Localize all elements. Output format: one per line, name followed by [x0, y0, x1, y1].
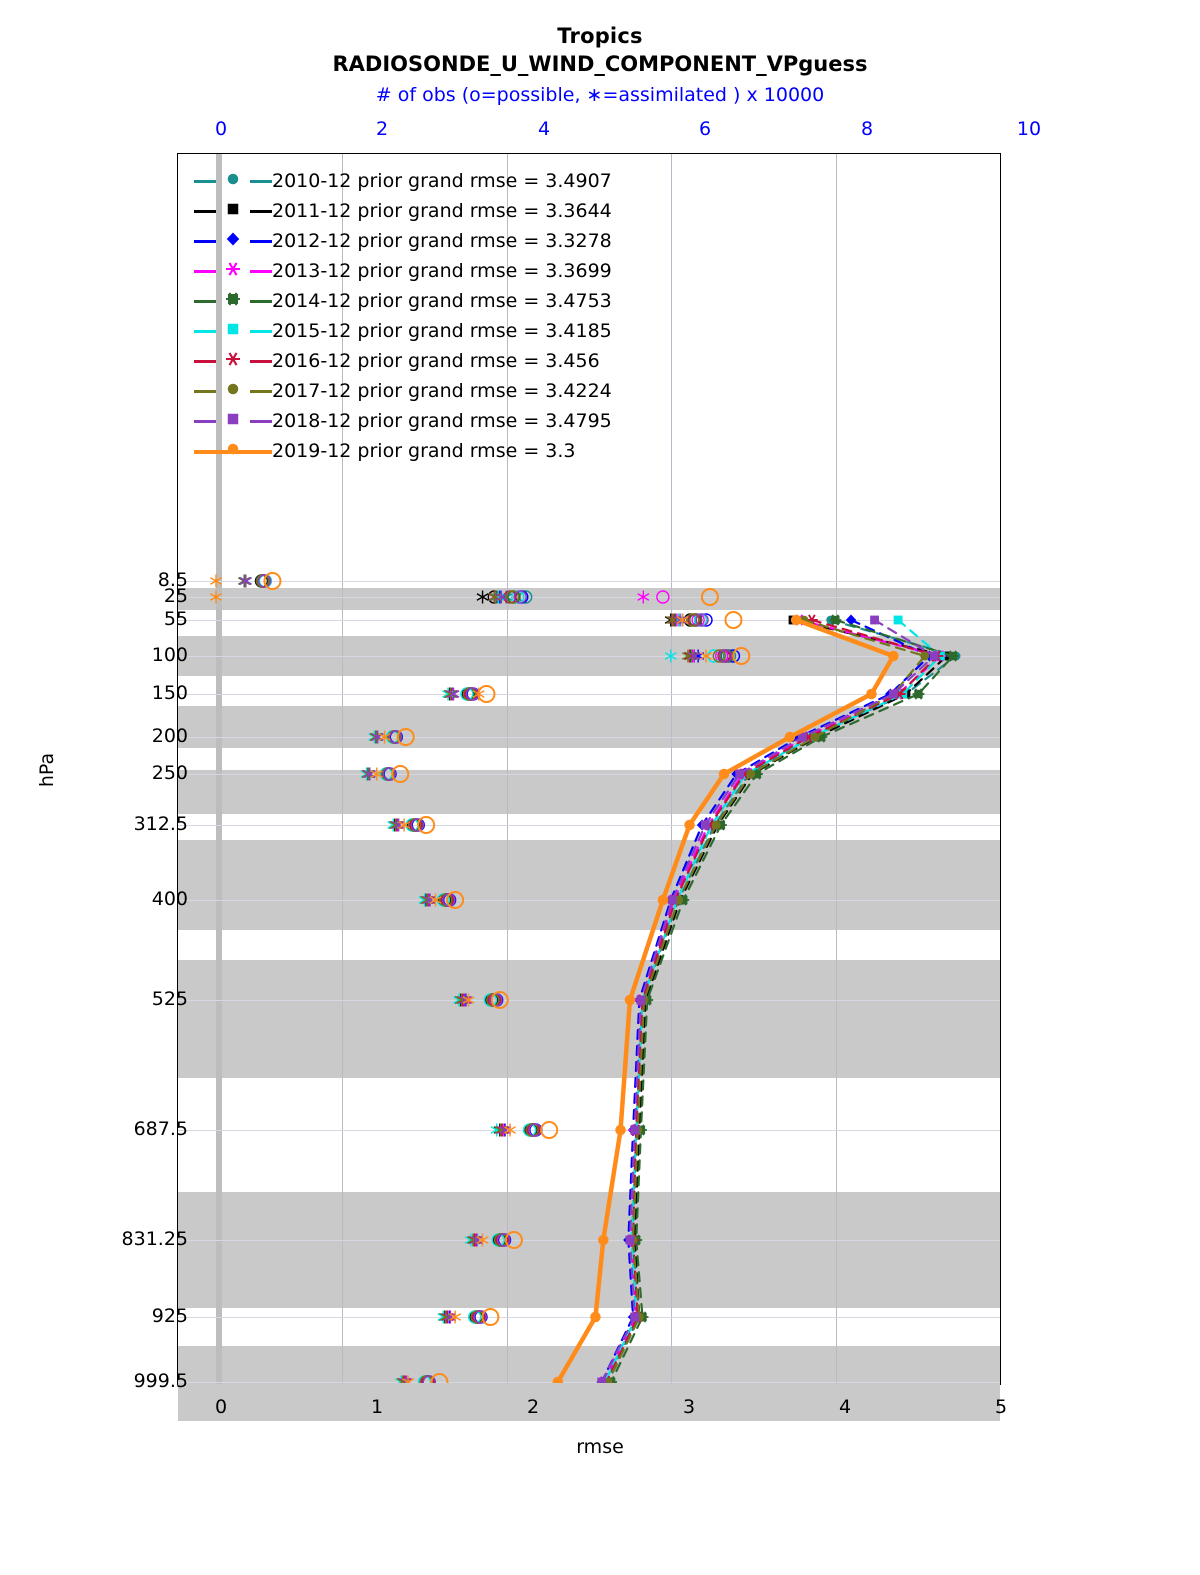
- x-top-tick: 0: [214, 118, 228, 140]
- legend-marker-star-icon: [224, 260, 242, 282]
- x-top-tick: 4: [537, 118, 551, 140]
- y-tick: 8.5: [157, 569, 188, 591]
- chart-title-variable: RADIOSONDE_U_WIND_COMPONENT_VPguess: [332, 52, 868, 76]
- legend-marker-circle-icon: [224, 170, 242, 192]
- legend-item: [194, 316, 612, 346]
- legend-label: 2014-12 prior grand rmse = 3.4753: [272, 290, 612, 312]
- legend: [194, 166, 612, 466]
- x-bottom-tick: 2: [526, 1396, 540, 1418]
- legend-label: 2013-12 prior grand rmse = 3.3699: [272, 260, 612, 282]
- legend-item: [194, 406, 612, 436]
- x-top-tick: 8: [860, 118, 874, 140]
- y-tick: 312.5: [133, 813, 188, 835]
- chart-title-block: [0, 24, 1200, 106]
- y-tick: 999.5: [133, 1370, 188, 1392]
- y-tick: 150: [151, 682, 188, 704]
- legend-item: [194, 166, 612, 196]
- legend-item: [194, 256, 612, 286]
- legend-marker-square-icon: [224, 410, 242, 432]
- legend-label: 2015-12 prior grand rmse = 3.4185: [272, 320, 612, 342]
- legend-item: [194, 286, 612, 316]
- chart-title-obs-count: # of obs (o=possible, ∗=assimilated ) x 10000: [375, 84, 825, 106]
- legend-marker-circle-icon: [224, 440, 242, 462]
- y-tick: 200: [151, 725, 188, 747]
- legend-label: 2018-12 prior grand rmse = 3.4795: [272, 410, 612, 432]
- x-axis-title: rmse: [576, 1436, 624, 1458]
- legend-label: 2019-12 prior grand rmse = 3.3: [272, 440, 576, 462]
- legend-sample: [194, 346, 272, 376]
- x-top-tick: 10: [1016, 118, 1042, 140]
- legend-sample: [194, 406, 272, 436]
- legend-sample: [194, 196, 272, 226]
- y-tick: 400: [151, 888, 188, 910]
- legend-sample: [194, 256, 272, 286]
- plot-area: [177, 153, 1001, 1385]
- y-tick: 55: [163, 608, 188, 630]
- legend-sample: [194, 436, 272, 466]
- x-top-tick: 6: [698, 118, 712, 140]
- x-bottom-tick: 0: [214, 1396, 228, 1418]
- legend-sample: [194, 286, 272, 316]
- legend-item: [194, 226, 612, 256]
- chart-title-region: Tropics: [557, 24, 643, 48]
- legend-item: [194, 196, 612, 226]
- y-axis-title: hPa: [36, 752, 58, 788]
- legend-marker-diamond-icon: [224, 230, 242, 252]
- x-bottom-tick: 5: [994, 1396, 1008, 1418]
- legend-marker-square-icon: [224, 200, 242, 222]
- y-tick: 687.5: [133, 1118, 188, 1140]
- legend-marker-star-icon: [224, 350, 242, 372]
- y-tick: 831.25: [121, 1228, 188, 1250]
- legend-label: 2010-12 prior grand rmse = 3.4907: [272, 170, 612, 192]
- legend-label: 2016-12 prior grand rmse = 3.456: [272, 350, 600, 372]
- legend-label: 2012-12 prior grand rmse = 3.3278: [272, 230, 612, 252]
- y-tick: 25: [163, 585, 188, 607]
- y-tick: 525: [151, 988, 188, 1010]
- legend-item: [194, 346, 612, 376]
- legend-marker-star-square-icon: [224, 290, 242, 312]
- legend-sample: [194, 226, 272, 256]
- legend-item: [194, 436, 612, 466]
- legend-item: [194, 376, 612, 406]
- legend-label: 2017-12 prior grand rmse = 3.4224: [272, 380, 612, 402]
- legend-sample: [194, 376, 272, 406]
- y-tick: 100: [151, 644, 188, 666]
- legend-sample: [194, 166, 272, 196]
- legend-sample: [194, 316, 272, 346]
- legend-marker-square-icon: [224, 320, 242, 342]
- y-tick: 250: [151, 762, 188, 784]
- y-tick: 925: [151, 1305, 188, 1327]
- legend-label: 2011-12 prior grand rmse = 3.3644: [272, 200, 612, 222]
- x-bottom-tick: 4: [838, 1396, 852, 1418]
- x-top-tick: 2: [375, 118, 389, 140]
- x-bottom-tick: 3: [682, 1396, 696, 1418]
- legend-marker-circle-icon: [224, 380, 242, 402]
- x-bottom-tick: 1: [370, 1396, 384, 1418]
